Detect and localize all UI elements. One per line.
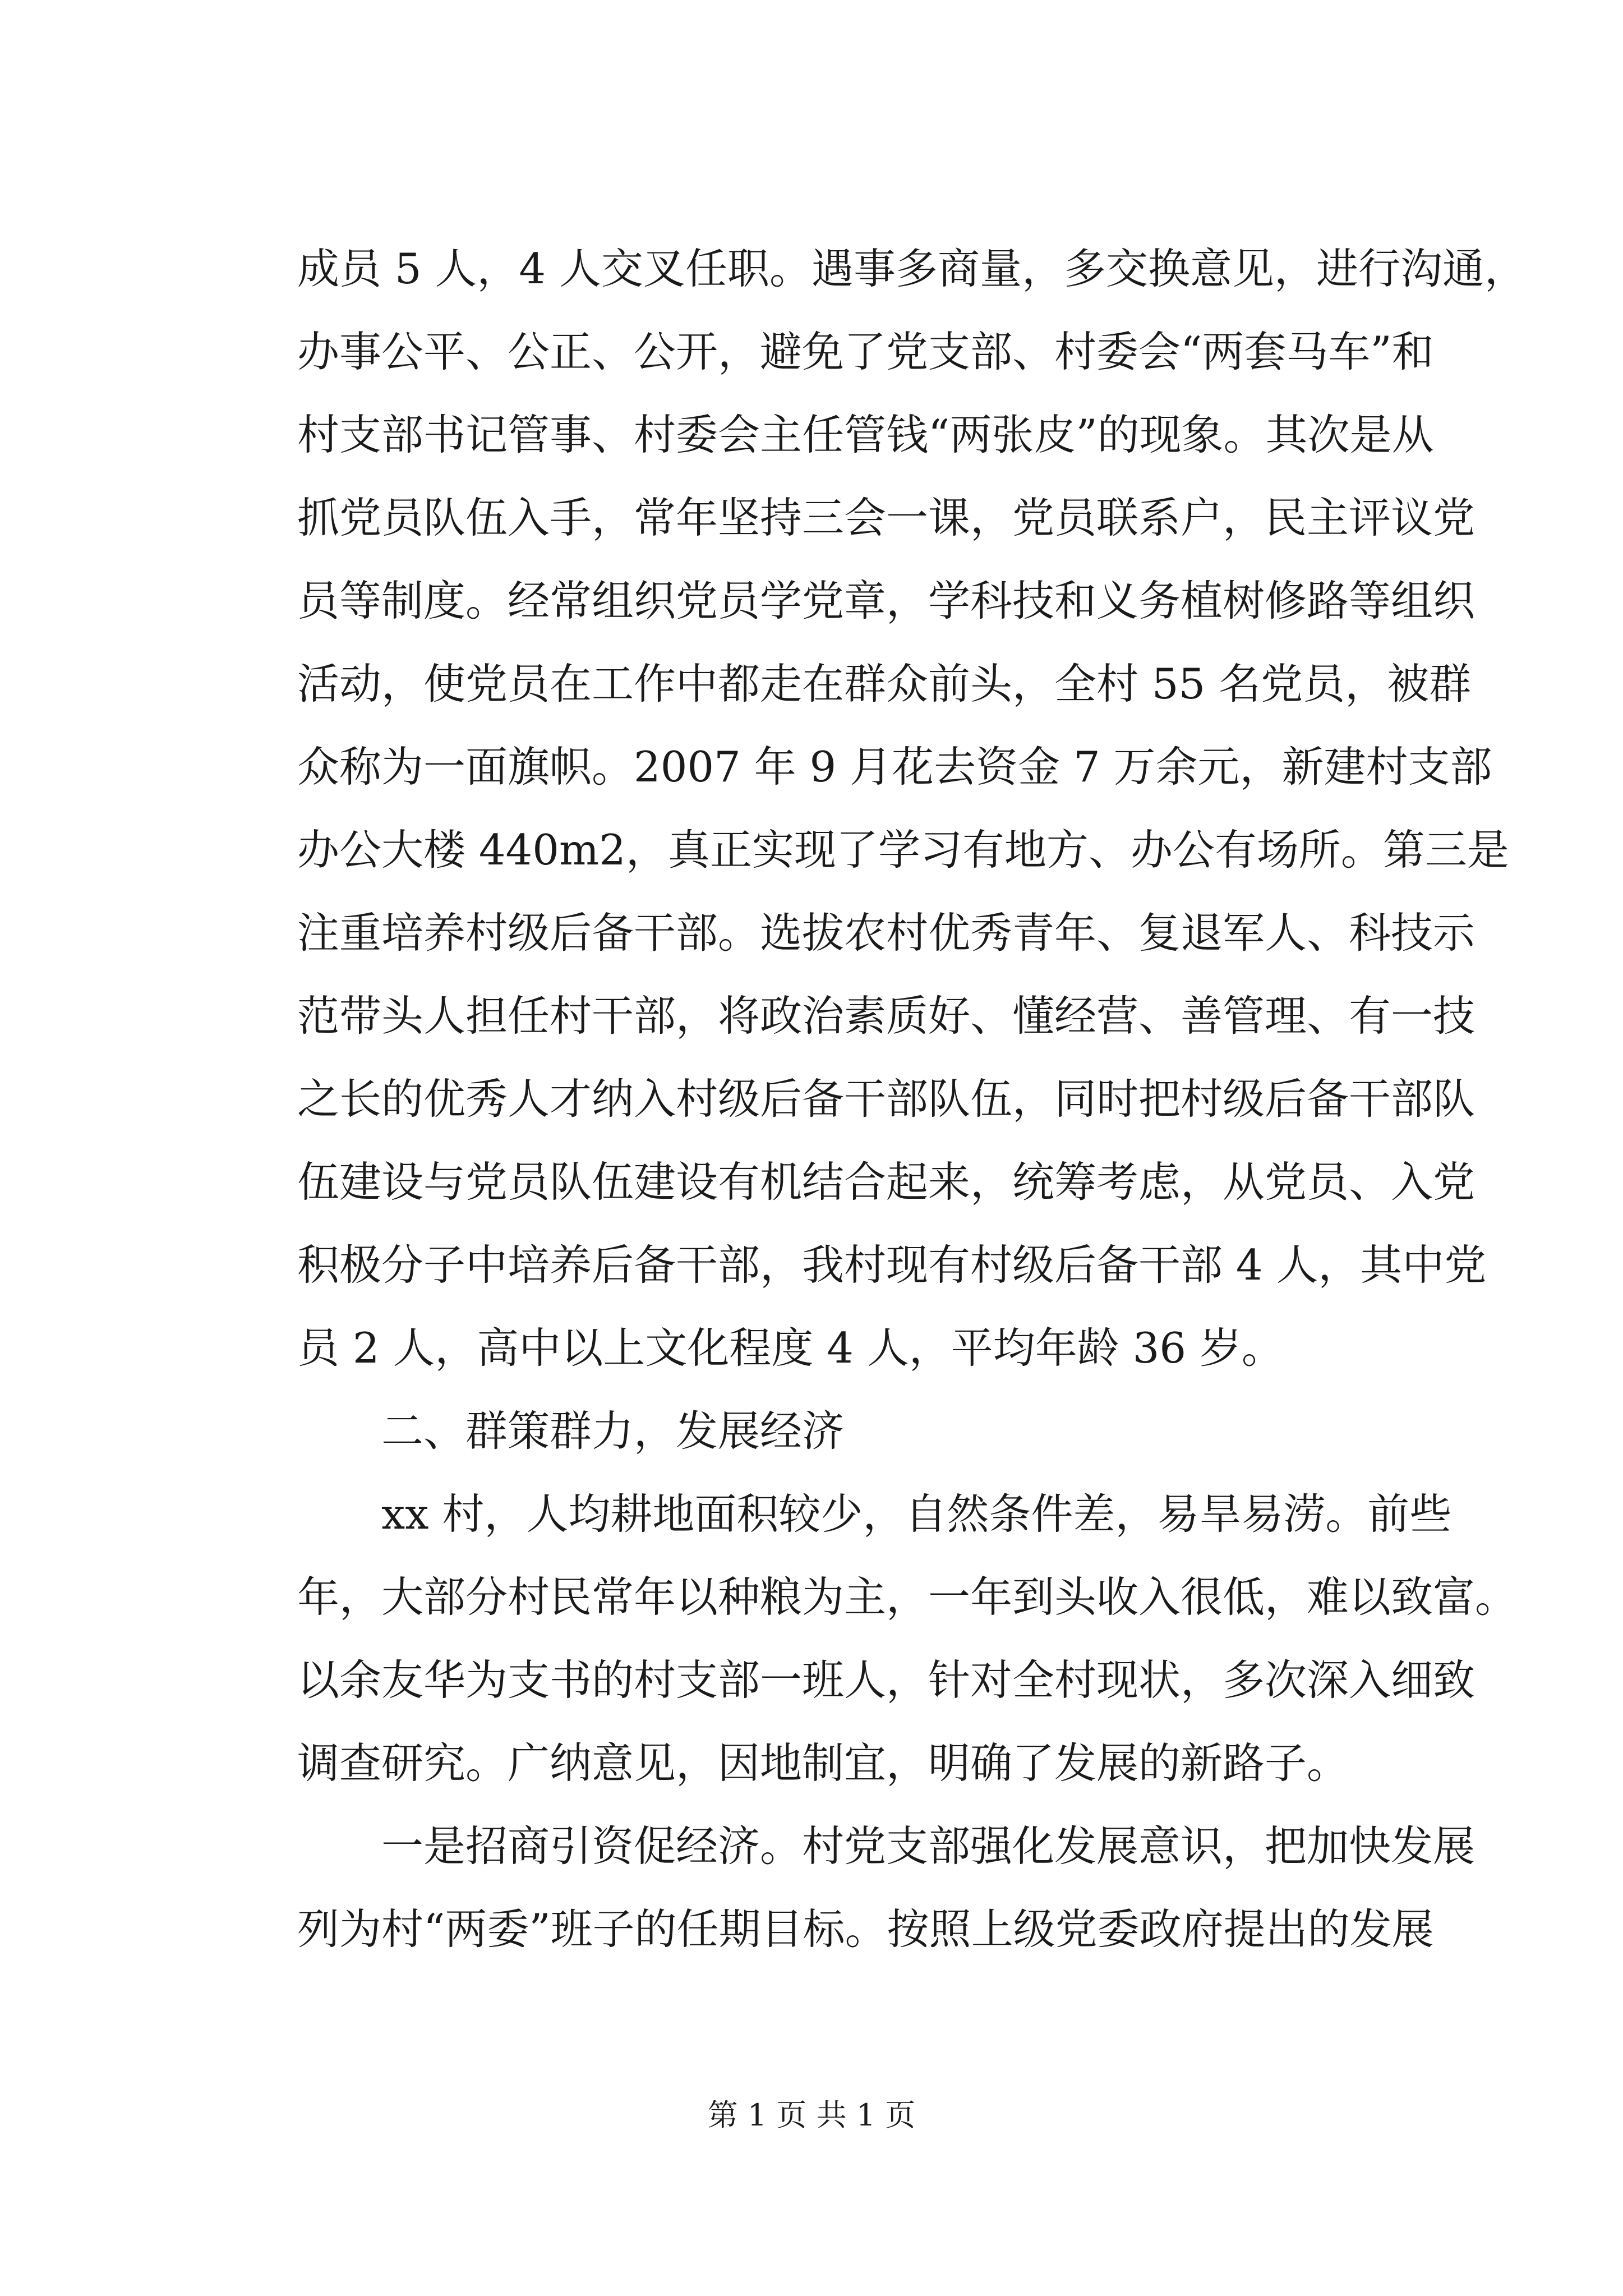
text-line: 伍建设与党员队伍建设有机结合起来，统筹考虑，从党员、入党 [297, 1157, 1476, 1207]
text-line: 以余友华为支书的村支部一班人，针对全村现状，多次深入细致 [297, 1655, 1476, 1705]
text-line: 注重培养村级后备干部。选拔农村优秀青年、复退军人、科技示 [297, 908, 1476, 958]
text-line: 列为村“两委”班子的任期目标。按照上级党委政府提出的发展 [297, 1904, 1434, 1954]
text-line: 抓党员队伍入手，常年坚持三会一课，党员联系户，民主评议党 [297, 493, 1476, 542]
text-line: 众称为一面旗帜。2007 年 9 月花去资金 7 万余元，新建村支部 [297, 742, 1492, 792]
text-line: 办公大楼 440m2，真正实现了学习有地方、办公有场所。第三是 [297, 825, 1509, 875]
paragraph-first-line: xx 村，人均耕地面积较少，自然条件差，易旱易涝。前些 [381, 1489, 1452, 1539]
paragraph-end-line: 员 2 人，高中以上文化程度 4 人，平均年龄 36 岁。 [297, 1323, 1284, 1373]
text-line: 活动，使党员在工作中都走在群众前头，全村 55 名党员，被群 [297, 659, 1472, 708]
text-line: 之长的优秀人才纳入村级后备干部队伍，同时把村级后备干部队 [297, 1074, 1476, 1124]
page-footer: 第 1 页 共 1 页 [707, 2097, 916, 2133]
section-heading: 二、群策群力，发展经济 [381, 1406, 845, 1456]
text-line: 办事公平、公正、公开，避免了党支部、村委会“两套马车”和 [297, 327, 1434, 376]
text-line: 范带头人担任村干部，将政治素质好、懂经营、善管理、有一技 [297, 991, 1476, 1041]
text-line: 村支部书记管事、村委会主任管钱“两张皮”的现象。其次是从 [297, 410, 1434, 459]
text-line: 年，大部分村民常年以种粮为主，一年到头收入很低，难以致富。 [297, 1572, 1518, 1622]
text-line: 成员 5 人，4 人交叉任职。遇事多商量，多交换意见，进行沟通， [297, 244, 1527, 293]
paragraph-end-line: 调查研究。广纳意见，因地制宜，明确了发展的新路子。 [297, 1738, 1349, 1788]
paragraph-first-line: 一是招商引资促经济。村党支部强化发展意识，把加快发展 [381, 1821, 1476, 1871]
text-line: 积极分子中培养后备干部，我村现有村级后备干部 4 人，其中党 [297, 1240, 1487, 1290]
body-text [297, 227, 1527, 1971]
text-line: 员等制度。经常组织党员学党章，学科技和义务植树修路等组织 [297, 576, 1476, 625]
